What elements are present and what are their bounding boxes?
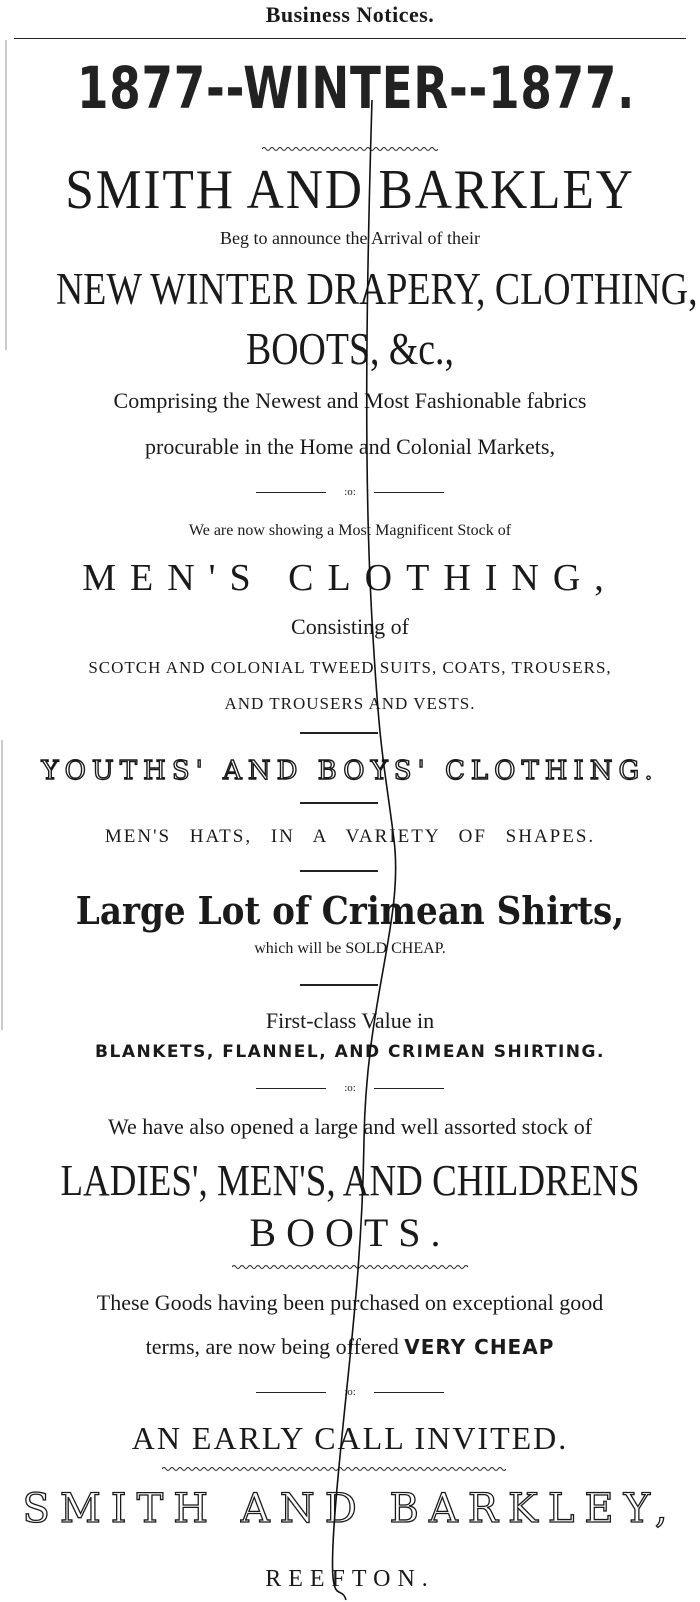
first-class-text: First-class Value in bbox=[265, 1008, 435, 1033]
showing-text: We are now showing a Most Magnificent Stock of bbox=[188, 522, 512, 539]
comprising-line-1: Comprising the Newest and Most Fashionable fabrics bbox=[113, 388, 587, 413]
shirts-heading: Large Lot of Crimean Shirts, bbox=[75, 888, 625, 933]
wavy-rule bbox=[162, 1466, 506, 1472]
footer-firm-name: SMITH AND BARKLEY, bbox=[22, 1486, 678, 1532]
divider-ornament: :o: bbox=[0, 1080, 700, 1096]
short-rule bbox=[300, 984, 378, 986]
opened-text: We have also opened a large and well assorted stock of bbox=[107, 1114, 593, 1139]
header-rule bbox=[14, 38, 686, 39]
suits-line-2: AND TROUSERS AND VESTS. bbox=[224, 694, 476, 713]
boots-line-1: LADIES', MEN'S, AND CHILDRENS bbox=[60, 1156, 640, 1205]
short-rule bbox=[300, 732, 378, 734]
comprising-line-2: procurable in the Home and Colonial Markets, bbox=[145, 434, 555, 459]
headline: 1877--WINTER--1877. bbox=[77, 54, 636, 122]
early-call-text: AN EARLY CALL INVITED. bbox=[131, 1420, 569, 1456]
sold-cheap-text: which will be SOLD CHEAP. bbox=[254, 940, 446, 957]
new-goods-line-2: BOOTS, &c., bbox=[246, 324, 454, 374]
new-goods-line-1: NEW WINTER DRAPERY, CLOTHING, bbox=[56, 264, 698, 314]
hats-line: MEN'S HATS, IN A VARIETY OF SHAPES. bbox=[104, 826, 596, 847]
announce-text: Beg to announce the Arrival of their bbox=[220, 228, 480, 248]
blankets-line: BLANKETS, FLANNEL, AND CRIMEAN SHIRTING. bbox=[95, 1042, 605, 1062]
boots-line-2: BOOTS. bbox=[249, 1210, 451, 1255]
mens-clothing-heading: MEN'S CLOTHING, bbox=[82, 557, 618, 599]
goods-line-2-text: terms, are now being offered bbox=[145, 1334, 399, 1359]
wavy-rule bbox=[262, 146, 438, 152]
short-rule bbox=[300, 802, 378, 804]
short-rule bbox=[300, 870, 378, 872]
consisting-text: Consisting of bbox=[291, 614, 409, 639]
goods-line-1: These Goods having been purchased on exceptional good bbox=[96, 1290, 604, 1315]
very-cheap-text: VERY CHEAP bbox=[404, 1335, 555, 1359]
goods-line-2 bbox=[0, 1334, 700, 1360]
firm-name: SMITH AND BARKLEY bbox=[65, 159, 635, 221]
footer-town: REEFTON. bbox=[265, 1566, 435, 1592]
suits-line-1: SCOTCH AND COLONIAL TWEED SUITS, COATS, TROUSERS, bbox=[88, 658, 612, 677]
wavy-rule bbox=[232, 1264, 468, 1270]
divider-ornament: :o: bbox=[0, 484, 700, 500]
section-header: Business Notices. bbox=[265, 2, 435, 27]
divider-ornament: :o: bbox=[0, 1384, 700, 1400]
youths-heading: YOUTHS' AND BOYS' CLOTHING. bbox=[41, 756, 659, 786]
